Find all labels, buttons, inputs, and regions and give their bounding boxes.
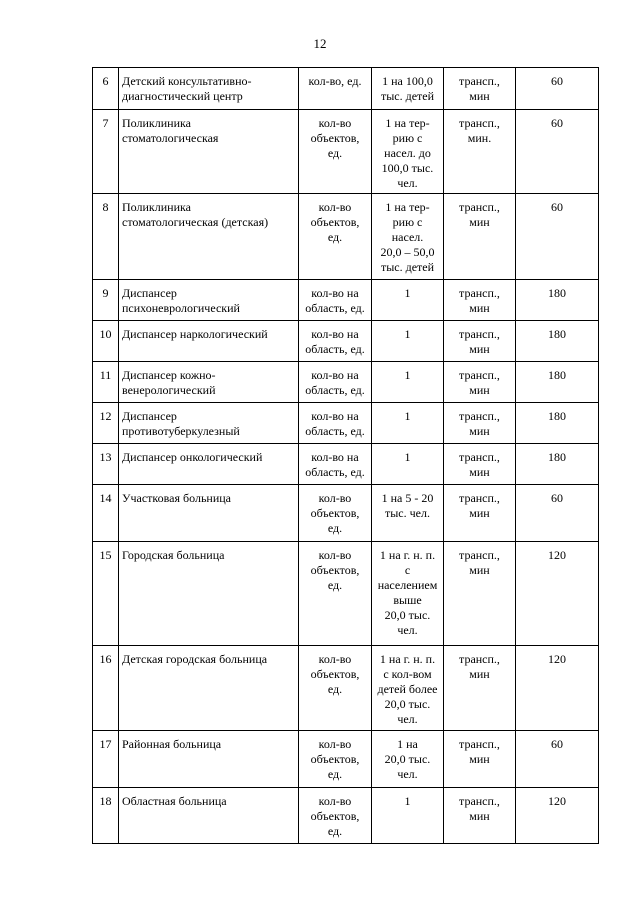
cell-line: насел. <box>391 230 424 244</box>
cell-name <box>119 280 299 321</box>
cell-line: кол-во <box>318 737 352 751</box>
cell-line: трансп., <box>459 116 500 130</box>
cell-line: Районная больница <box>122 737 222 751</box>
cell-line: трансп., <box>459 548 500 562</box>
table-row <box>93 362 599 403</box>
cell-line: объектов, <box>310 667 360 681</box>
cell-unit <box>299 788 372 844</box>
cell-line: объектов, <box>310 215 360 229</box>
cell-time: 60 <box>516 194 599 280</box>
cell-line: 1 <box>404 286 411 300</box>
cell-line: Диспансер онкологический <box>122 450 263 464</box>
cell-num: 18 <box>93 788 119 844</box>
cell-line: ед. <box>327 521 343 535</box>
cell-norm <box>372 68 444 110</box>
table-row <box>93 110 599 194</box>
cell-line: кол-во на <box>311 286 359 300</box>
cell-unit <box>299 280 372 321</box>
cell-num: 15 <box>93 542 119 646</box>
cell-norm <box>372 646 444 731</box>
cell-line: Поликлиника <box>122 116 191 130</box>
cell-time: 60 <box>516 68 599 110</box>
cell-line: ед. <box>327 767 343 781</box>
table-row <box>93 542 599 646</box>
cell-line: 1 на 5 - 20 <box>381 491 434 505</box>
cell-line: 1 <box>404 368 411 382</box>
cell-name <box>119 485 299 542</box>
cell-line: кол-во <box>318 794 352 808</box>
cell-time: 180 <box>516 362 599 403</box>
cell-line: ед. <box>327 146 343 160</box>
table-row <box>93 444 599 485</box>
cell-time: 60 <box>516 485 599 542</box>
cell-line: мин <box>469 342 490 356</box>
cell-line: Участковая больница <box>122 491 232 505</box>
cell-line: мин. <box>467 131 492 145</box>
cell-norm <box>372 788 444 844</box>
table-row <box>93 646 599 731</box>
cell-line: мин <box>469 301 490 315</box>
cell-line: кол-во <box>318 652 352 666</box>
cell-line: рию с <box>392 131 423 145</box>
cell-line: Детская городская больница <box>122 652 268 666</box>
cell-line: ед. <box>327 824 343 838</box>
cell-time: 60 <box>516 731 599 788</box>
cell-line: ед. <box>327 578 343 592</box>
cell-time: 120 <box>516 646 599 731</box>
cell-line: детей более <box>377 682 438 696</box>
table-row <box>93 194 599 280</box>
cell-norm <box>372 194 444 280</box>
table-row <box>93 731 599 788</box>
cell-line: трансп., <box>459 652 500 666</box>
cell-line: область, ед. <box>305 424 365 438</box>
cell-line: объектов, <box>310 131 360 145</box>
cell-norm <box>372 280 444 321</box>
cell-unit <box>299 542 372 646</box>
cell-name <box>119 321 299 362</box>
cell-line: венерологический <box>122 383 216 397</box>
cell-line: 1 на тер- <box>385 200 430 214</box>
cell-line: объектов, <box>310 563 360 577</box>
table-row <box>93 280 599 321</box>
cell-line: трансп., <box>459 286 500 300</box>
cell-line: стоматологическая (детская) <box>122 215 269 229</box>
cell-norm <box>372 110 444 194</box>
cell-time: 180 <box>516 280 599 321</box>
cell-line: объектов, <box>310 752 360 766</box>
table-row <box>93 321 599 362</box>
cell-norm <box>372 731 444 788</box>
cell-line: мин <box>469 424 490 438</box>
cell-line: с <box>404 563 411 577</box>
cell-trans <box>444 68 516 110</box>
cell-line: Детский консультативно- <box>122 74 252 88</box>
cell-num: 14 <box>93 485 119 542</box>
cell-line: трансп., <box>459 794 500 808</box>
cell-line: 1 на тер- <box>385 116 430 130</box>
cell-norm <box>372 321 444 362</box>
cell-time: 180 <box>516 403 599 444</box>
cell-line: трансп., <box>459 327 500 341</box>
cell-line: 20,0 – 50,0 <box>380 245 435 259</box>
cell-line: кол-во <box>318 200 352 214</box>
cell-line: область, ед. <box>305 342 365 356</box>
cell-line: кол-во <box>318 116 352 130</box>
cell-num: 7 <box>93 110 119 194</box>
cell-line: Диспансер наркологический <box>122 327 268 341</box>
cell-line: 1 <box>404 794 411 808</box>
cell-line: кол-во <box>318 548 352 562</box>
cell-line: 1 <box>404 450 411 464</box>
cell-line: область, ед. <box>305 301 365 315</box>
cell-line: насел. до <box>384 146 431 160</box>
cell-trans <box>444 280 516 321</box>
table-row <box>93 403 599 444</box>
cell-time: 180 <box>516 444 599 485</box>
cell-line: 1 на г. н. п. <box>379 548 436 562</box>
cell-unit <box>299 321 372 362</box>
cell-line: мин <box>469 506 490 520</box>
cell-line: рию с <box>392 215 423 229</box>
cell-num: 10 <box>93 321 119 362</box>
cell-line: населением <box>377 578 438 592</box>
cell-line: психоневрологический <box>122 301 240 315</box>
table-row <box>93 788 599 844</box>
cell-line: мин <box>469 667 490 681</box>
cell-line: 20,0 тыс. <box>384 752 431 766</box>
cell-trans <box>444 321 516 362</box>
cell-line: трансп., <box>459 74 500 88</box>
cell-num: 13 <box>93 444 119 485</box>
cell-line: выше <box>393 593 422 607</box>
cell-trans <box>444 403 516 444</box>
cell-time: 120 <box>516 788 599 844</box>
cell-line: 1 на г. н. п. <box>379 652 436 666</box>
cell-line: ед. <box>327 230 343 244</box>
cell-unit <box>299 485 372 542</box>
cell-trans <box>444 731 516 788</box>
cell-name <box>119 788 299 844</box>
cell-line: чел. <box>397 712 418 726</box>
cell-line: трансп., <box>459 491 500 505</box>
cell-line: диагностический центр <box>122 89 243 103</box>
cell-line: кол-во на <box>311 450 359 464</box>
cell-trans <box>444 110 516 194</box>
cell-line: 1 на <box>397 737 418 751</box>
cell-line: 1 на 100,0 <box>382 74 433 88</box>
cell-norm <box>372 444 444 485</box>
cell-trans <box>444 788 516 844</box>
cell-line: мин <box>469 809 490 823</box>
cell-line: кол-во, ед. <box>308 74 362 88</box>
cell-norm <box>372 485 444 542</box>
cell-norm <box>372 542 444 646</box>
cell-num: 12 <box>93 403 119 444</box>
cell-norm <box>372 403 444 444</box>
cell-num: 9 <box>93 280 119 321</box>
cell-line: тыс. детей <box>380 260 435 274</box>
cell-line: 100,0 тыс. <box>381 161 434 175</box>
cell-unit <box>299 646 372 731</box>
cell-name <box>119 194 299 280</box>
cell-line: трансп., <box>459 450 500 464</box>
page-number: 12 <box>313 36 327 51</box>
cell-time: 60 <box>516 110 599 194</box>
cell-unit <box>299 444 372 485</box>
table-row <box>93 485 599 542</box>
cell-line: чел. <box>397 623 418 637</box>
cell-unit <box>299 731 372 788</box>
cell-norm <box>372 362 444 403</box>
cell-time: 120 <box>516 542 599 646</box>
cell-name <box>119 110 299 194</box>
cell-name <box>119 68 299 110</box>
cell-line: чел. <box>397 176 418 190</box>
cell-name <box>119 403 299 444</box>
cell-name <box>119 731 299 788</box>
cell-line: Диспансер <box>122 409 177 423</box>
cell-line: объектов, <box>310 506 360 520</box>
cell-line: мин <box>469 383 490 397</box>
cell-time: 180 <box>516 321 599 362</box>
cell-line: 20,0 тыс. <box>384 697 431 711</box>
table-row <box>93 68 599 110</box>
cell-line: трансп., <box>459 368 500 382</box>
cell-line: 1 <box>404 409 411 423</box>
cell-line: 1 <box>404 327 411 341</box>
cell-line: Диспансер кожно- <box>122 368 216 382</box>
cell-line: объектов, <box>310 809 360 823</box>
cell-trans <box>444 542 516 646</box>
cell-line: трансп., <box>459 200 500 214</box>
cell-line: кол-во на <box>311 409 359 423</box>
cell-num: 8 <box>93 194 119 280</box>
cell-line: Диспансер <box>122 286 177 300</box>
cell-line: кол-во на <box>311 368 359 382</box>
cell-line: мин <box>469 89 490 103</box>
cell-line: ед. <box>327 682 343 696</box>
cell-num: 17 <box>93 731 119 788</box>
cell-line: 20,0 тыс. <box>384 608 431 622</box>
cell-line: стоматологическая <box>122 131 219 145</box>
cell-num: 16 <box>93 646 119 731</box>
cell-line: кол-во на <box>311 327 359 341</box>
cell-name <box>119 362 299 403</box>
cell-unit <box>299 194 372 280</box>
facility-norms-table <box>92 67 599 844</box>
cell-line: мин <box>469 465 490 479</box>
cell-trans <box>444 485 516 542</box>
cell-name <box>119 542 299 646</box>
cell-line: мин <box>469 215 490 229</box>
cell-trans <box>444 444 516 485</box>
cell-line: Городская больница <box>122 548 225 562</box>
cell-line: Поликлиника <box>122 200 191 214</box>
cell-line: область, ед. <box>305 383 365 397</box>
cell-line: трансп., <box>459 409 500 423</box>
cell-num: 6 <box>93 68 119 110</box>
cell-unit <box>299 403 372 444</box>
cell-line: тыс. чел. <box>385 506 430 520</box>
cell-line: мин <box>469 752 490 766</box>
cell-num: 11 <box>93 362 119 403</box>
cell-name <box>119 444 299 485</box>
cell-line: чел. <box>397 767 418 781</box>
cell-trans <box>444 362 516 403</box>
cell-name <box>119 646 299 731</box>
cell-trans <box>444 194 516 280</box>
cell-line: кол-во <box>318 491 352 505</box>
cell-line: мин <box>469 563 490 577</box>
cell-trans <box>444 646 516 731</box>
table-body <box>93 68 599 844</box>
cell-unit <box>299 110 372 194</box>
cell-line: область, ед. <box>305 465 365 479</box>
cell-line: Областная больница <box>122 794 227 808</box>
cell-unit <box>299 362 372 403</box>
cell-line: противотуберкулезный <box>122 424 240 438</box>
cell-line: с кол-вом <box>383 667 432 681</box>
cell-unit <box>299 68 372 110</box>
cell-line: тыс. детей <box>380 89 435 103</box>
cell-line: трансп., <box>459 737 500 751</box>
